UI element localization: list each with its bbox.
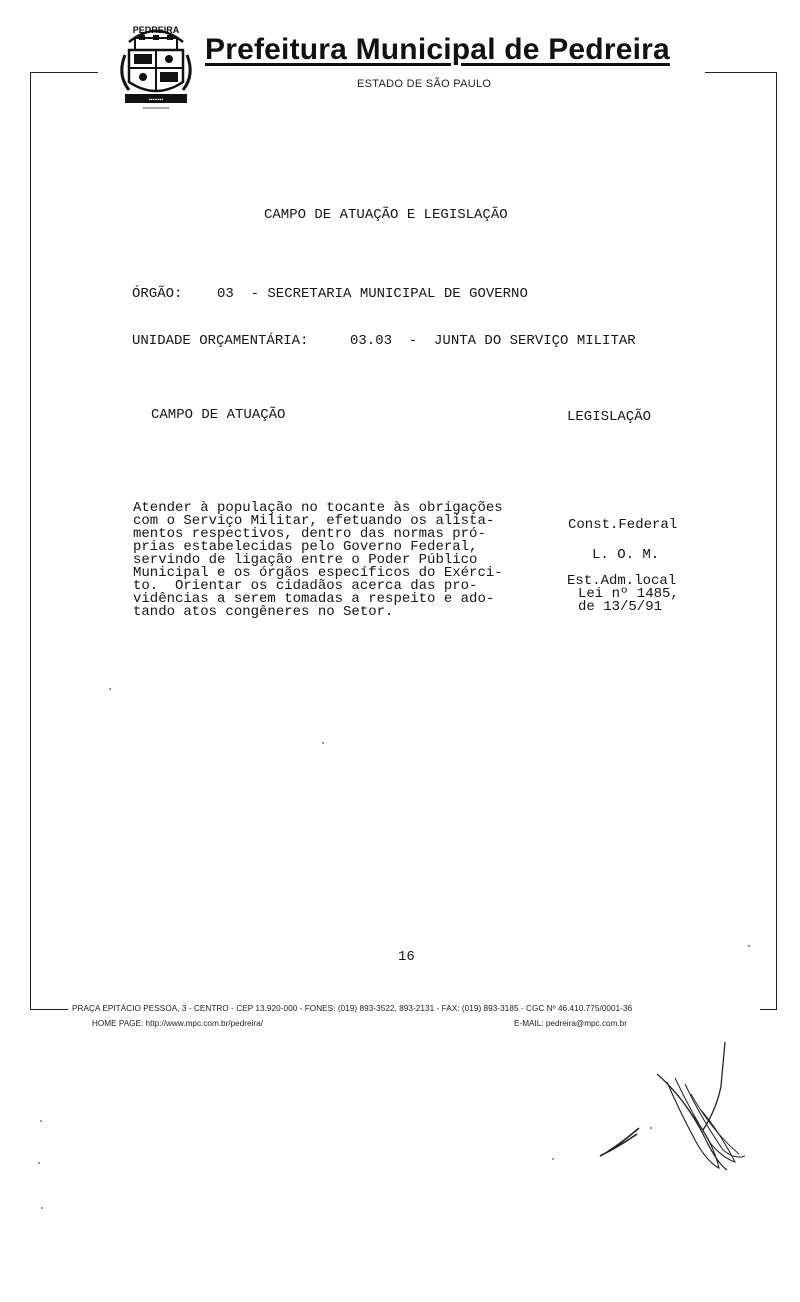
description-line: tando atos congêneres no Setor.	[133, 604, 394, 620]
column-heading-campo: CAMPO DE ATUAÇÃO	[151, 407, 286, 423]
orgao-label: ÓRGÃO:	[132, 286, 183, 302]
orgao-value: 03 - SECRETARIA MUNICIPAL DE GOVERNO	[217, 286, 528, 302]
legislation-line: Est.Adm.local	[567, 573, 677, 589]
org-state: ESTADO DE SÃO PAULO	[357, 78, 492, 90]
frame-left	[30, 72, 31, 1010]
frame-bottom-left	[30, 1009, 68, 1010]
svg-text:PEDREIRA: PEDREIRA	[132, 25, 180, 35]
frame-bottom-right	[760, 1009, 777, 1010]
legislation-line: de 13/5/91	[578, 599, 663, 615]
legislation-line: Const.Federal	[568, 517, 678, 533]
description-block	[133, 502, 503, 619]
description-line: prias estabelecidas pelo Governo Federal,	[133, 539, 478, 555]
description-line: Municipal e os órgãos específicos do Exérci-	[133, 565, 503, 581]
unidade-label: UNIDADE ORÇAMENTÁRIA:	[132, 333, 309, 349]
crest-icon	[115, 20, 197, 114]
legislation-line: L. O. M.	[592, 547, 660, 563]
scan-speck	[322, 742, 324, 744]
description-line: vidências a serem tomadas a respeito e ado-	[133, 591, 495, 607]
description-line: to. Orientar os cidadãos acerca das pro-	[133, 578, 478, 594]
frame-top-left	[30, 72, 98, 73]
scan-speck	[552, 1158, 554, 1160]
page-number: 16	[398, 949, 415, 965]
column-heading-legislacao: LEGISLAÇÃO	[567, 409, 652, 425]
scan-speck	[41, 1207, 43, 1209]
description-line: mentos respectivos, dentro das normas pró-	[133, 526, 486, 542]
svg-text:▪▪▪▪▪▪▪▪: ▪▪▪▪▪▪▪▪	[148, 97, 164, 103]
signature-mark	[595, 1038, 765, 1180]
legislation-line: Lei nº 1485,	[578, 586, 679, 602]
description-line: Atender à população no tocante às obrigações	[133, 500, 503, 516]
description-line: com o Serviço Militar, efetuando os alista-	[133, 513, 495, 529]
frame-right	[776, 72, 777, 1010]
footer-email: E-MAIL: pedreira@mpc.com.br	[514, 1019, 627, 1028]
description-line: servindo de ligação entre o Poder Público	[133, 552, 478, 568]
legislation-block	[552, 519, 679, 614]
footer-address: PRAÇA EPITÁCIO PESSOA, 3 - CENTRO - CEP 13.920-000 - FONES: (019) 893-3522, 893-2131 - FAX: (019) 893-3185 - CGC Nº 46.410.775/0001-36	[72, 1004, 633, 1013]
footer-home-page: HOME PAGE: http://www.mpc.com.br/pedreira/	[92, 1019, 263, 1028]
scan-speck	[38, 1162, 40, 1164]
unidade-value: 03.03 - JUNTA DO SERVIÇO MILITAR	[350, 333, 636, 349]
document-title: CAMPO DE ATUAÇÃO E LEGISLAÇÃO	[264, 207, 508, 223]
scan-speck	[40, 1120, 42, 1122]
org-name: Prefeitura Municipal de Pedreira	[205, 33, 670, 66]
frame-top-right	[705, 72, 777, 73]
scan-speck	[748, 945, 750, 947]
scan-speck	[109, 688, 111, 690]
